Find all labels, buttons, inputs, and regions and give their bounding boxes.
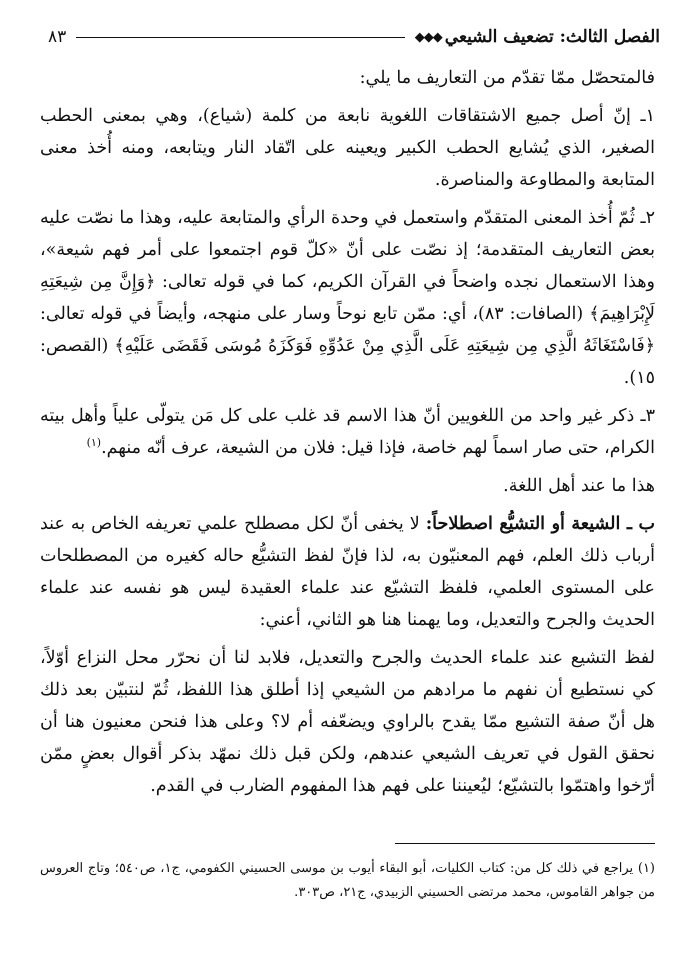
header-rule	[76, 37, 405, 38]
terminology-paragraph	[40, 508, 655, 636]
hadith-scholars-paragraph: لفظ التشيع عند علماء الحديث والجرح والتعديل، فلابد لنا أن نحرّر محل النزاع أوّلاً، كي نستطيع أن نفهم ما مرادهم من الشيعي إذا أطلق هذا اللفظ، ثُمّ لنتبيّن بعد ذلك هل أنّ صفة التشيع ممّا يقدح بالراوي ويضعّفه أم لا؟ وعلى هذا فنحن معنيون هنا أن نحقق القول في تعريف الشيعي عندهم، ولكن قبل ذلك نمهّد بذكر أقوال بعضٍ ممّن أرّخوا واهتمّوا بالتشيّع؛ ليُعيننا على فهم هذا المفهوم الضارب في القدم.	[40, 648, 655, 796]
page-body	[40, 62, 655, 808]
running-header	[48, 22, 660, 52]
diamond-ornament-icon: ◆◆◆	[414, 29, 442, 45]
point-one-paragraph: ١ـ إنّ أصل جميع الاشتقاقات اللغوية نابعة من كلمة (شياع)، وهي بمعنى الحطب الصغير، الذي يُشايع الحطب الكبير ويعينه على اتّقاد النار ويتابعه، ومنه أُخذ معنى المتابعة والمطاوعة والمناصرة.	[40, 106, 655, 190]
footnote: (١) يراجع في ذلك كل من: كتاب الكليات، أبو البقاء أيوب بن موسى الحسيني الكفومي، ج١، ص٥٤٠؛ وتاج العروس من جواهر القاموس، محمد مرتضى الحسيني الزبيدي، ج٢١، ص٣٠٣.	[40, 861, 655, 900]
footnote-reference: (١)	[86, 436, 102, 450]
intro-paragraph: فالمتحصّل ممّا تقدّم من التعاريف ما يلي:	[359, 68, 655, 88]
point-three-paragraph	[40, 400, 655, 464]
language-summary-paragraph: هذا ما عند أهل اللغة.	[503, 476, 655, 496]
section-heading: ب ـ الشيعة أو التشيُّع اصطلاحاً:	[425, 514, 655, 534]
point-three-text: ٣ـ ذكر غير واحد من اللغويين أنّ هذا الاسم قد غلب على كل مَن يتولّى علياً وأهل بيته الكرام، حتى صار اسماً لهم خاصة، فإذا قيل: فلان من الشيعة، عرف أنّه منهم.	[40, 406, 655, 458]
chapter-title: الفصل الثالث: تضعيف الشيعي	[444, 27, 660, 47]
page-number: ٨٣	[48, 27, 67, 47]
footnote-separator	[395, 843, 655, 844]
point-two-paragraph: ٢ـ ثُمّ أُخذ المعنى المتقدّم واستعمل في وحدة الرأي والمتابعة عليه، وهذا ما نصّت عليه بعض التعاريف المتقدمة؛ إذ نصّت على أنّ «كلّ قوم اجتمعوا على أمر فهم شيعة»، وهذا الاستعمال نجده واضحاً في القرآن الكريم، كما في قوله تعالى: ﴿وَإِنَّ مِن شِيعَتِهِ لَإِبْرَاهِيمَ﴾ (الصافات: ٨٣)، أي: ممّن تابع نوحاً وسار على منهجه، وأيضاً في قوله تعالى: ﴿فَاسْتَغَاثَهُ الَّذِي مِن شِيعَتِهِ عَلَى الَّذِي مِنْ عَدُوِّهِ فَوَكَزَهُ مُوسَى فَقَضَى عَلَيْهِ﴾ (القصص: ١٥).	[40, 208, 655, 388]
terminology-text: لا يخفى أنّ لكل مصطلح علمي تعريفه الخاص به عند أرباب ذلك العلم، فهم المعنيّون به، لذا فإنّ لفظ التشيُّع حاله كغيره من المصطلحات على المستوى العلمي، فلفظ التشيّع عند علماء العقيدة ليس هو نفسه عند علماء الحديث والجرح والتعديل، وما يهمنا هنا هو الثاني، أعني:	[40, 514, 655, 630]
